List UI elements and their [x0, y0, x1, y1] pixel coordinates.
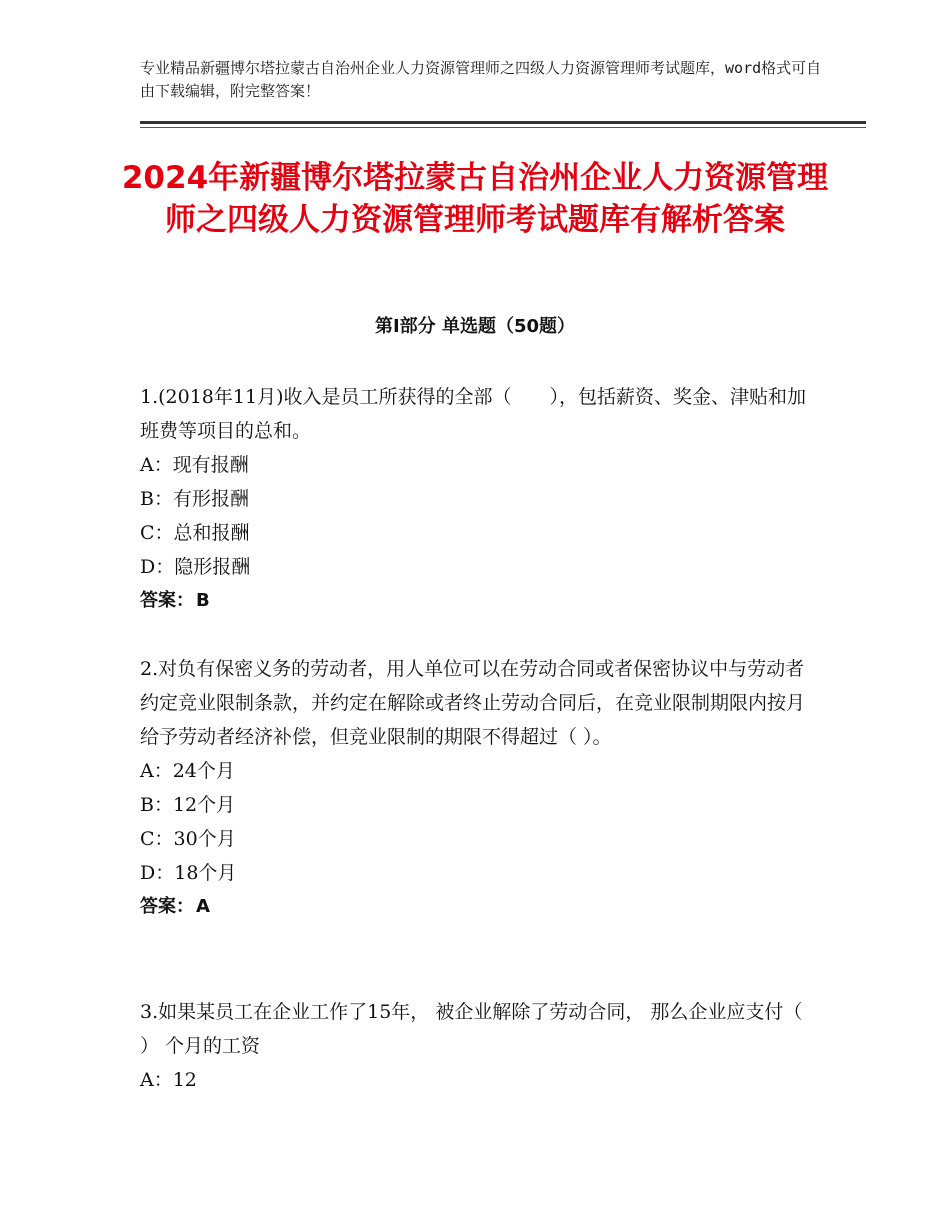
question-1 — [140, 380, 820, 618]
answer-value: A — [196, 896, 210, 917]
answer-line — [140, 890, 820, 924]
option-b: B：12个月 — [140, 794, 236, 816]
answer-value: B — [196, 590, 210, 611]
option-b: B：有形报酬 — [140, 488, 249, 510]
question-stem: 1.(2018年11月)收入是员工所获得的全部（ ），包括薪资、奖金、津贴和加班费等项目的总和。 — [140, 386, 806, 442]
option-a: A：现有报酬 — [140, 454, 249, 476]
option-c: C：30个月 — [140, 828, 236, 850]
header-note: 专业精品新疆博尔塔拉蒙古自治州企业人力资源管理师之四级人力资源管理师考试题库，word格式可自由下载编辑，附完整答案！ — [140, 59, 822, 100]
option-a: A：24个月 — [140, 760, 235, 782]
option-a: A：12 — [140, 1069, 197, 1091]
header-rule-thin — [140, 127, 866, 128]
header-rule-thick — [140, 121, 866, 124]
question-stem: 3.如果某员工在企业工作了15年， 被企业解除了劳动合同， 那么企业应支付（ ） 个月的工资 — [140, 1001, 803, 1057]
question-2 — [140, 652, 820, 924]
option-d: D：18个月 — [140, 862, 237, 884]
answer-label: 答案： — [140, 896, 194, 917]
option-d: D：隐形报酬 — [140, 556, 251, 578]
document-title: 2024年新疆博尔塔拉蒙古自治州企业人力资源管理师之四级人力资源管理师考试题库有解析答案 — [121, 160, 829, 238]
answer-line — [140, 584, 820, 618]
section-title: 第Ⅰ部分 单选题（50题） — [374, 316, 575, 337]
question-stem: 2.对负有保密义务的劳动者，用人单位可以在劳动合同或者保密协议中与劳动者约定竞业限制条款，并约定在解除或者终止劳动合同后，在竞业限制期限内按月给予劳动者经济补偿，但竞业限制的期限不得超过（ ）。 — [140, 658, 806, 748]
option-c: C：总和报酬 — [140, 522, 250, 544]
answer-label: 答案： — [140, 590, 194, 611]
question-3 — [140, 995, 820, 1097]
